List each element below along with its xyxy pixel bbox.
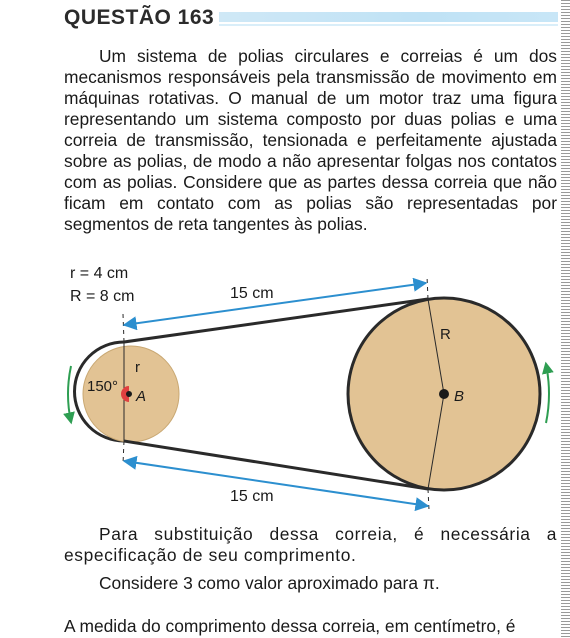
dashed-extension-small-bottom <box>123 441 124 464</box>
center-b-dot <box>439 389 449 399</box>
center-b-label: B <box>454 388 465 405</box>
dashed-extension-large-top <box>427 276 428 299</box>
rotation-arrow-left <box>68 366 71 422</box>
angle-label: 150° <box>87 378 119 395</box>
top-length-arrow <box>124 283 426 325</box>
center-a-label: A <box>136 388 147 405</box>
small-radius-mark: r <box>135 359 140 376</box>
large-radius-mark: R <box>440 326 451 343</box>
bottom-length-label: 15 cm <box>230 488 274 505</box>
dashed-extension-small-top <box>123 314 124 342</box>
dashed-extension-large-bottom <box>428 489 429 510</box>
pi-approximation-paragraph: Considere 3 como valor aproximado para π. <box>99 573 440 593</box>
question-prompt: A medida do comprimento dessa correia, em centímetro, é <box>64 616 516 636</box>
center-a-dot <box>126 391 132 397</box>
header-decorative-line <box>219 24 558 26</box>
top-length-label: 15 cm <box>230 285 274 302</box>
rotation-arrow-right <box>546 364 549 423</box>
pulley-figure <box>58 258 558 518</box>
page-edge-border <box>561 0 570 638</box>
header-decorative-bar <box>219 12 558 22</box>
question-header <box>64 6 558 32</box>
question-title: QUESTÃO 163 <box>64 6 215 29</box>
substitution-paragraph: Para substituição dessa correia, é necessária a especificação de seu comprimento. <box>64 524 557 565</box>
large-radius-label: R = 8 cm <box>70 288 135 305</box>
small-radius-label: r = 4 cm <box>70 265 129 282</box>
pulley-diagram <box>58 258 558 518</box>
intro-paragraph: Um sistema de polias circulares e correias é um dos mecanismos responsáveis pela transmissão de movimento em máquinas rotativas. O manual de um motor traz uma figura representando um sistema composto por duas polias e uma correia de transmissão, tensionada e perfeitamente ajustada sobre as polias, de modo a não apresentar folgas nos contatos com as polias. Considere que as partes dessa correia que não ficam em contato com as polias são representadas por segmentos de reta tangentes às polias. <box>64 46 557 234</box>
